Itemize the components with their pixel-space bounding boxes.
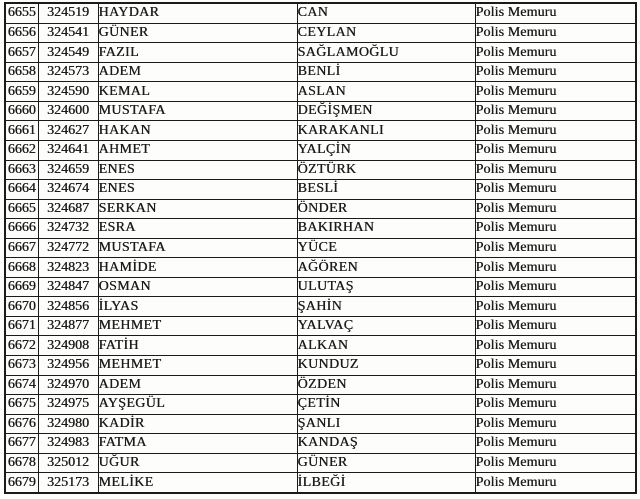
last-name-cell: ÇETİN [297,395,475,415]
sequence-number-cell: 6663 [5,160,38,180]
first-name-cell: KEMAL [98,82,297,102]
table-row [5,355,636,375]
registry-number-cell: 324659 [38,160,98,180]
sequence-number-cell: 6674 [5,375,38,395]
registry-number-cell: 324956 [38,355,98,375]
sequence-number-cell: 6670 [5,297,38,317]
sequence-number-cell: 6660 [5,101,38,121]
sequence-number-cell: 6677 [5,434,38,454]
registry-number-cell: 324732 [38,219,98,239]
first-name-cell: ENES [98,180,297,200]
registry-number-cell: 325173 [38,473,98,493]
last-name-cell: YÜCE [297,238,475,258]
job-title-cell: Polis Memuru [475,277,636,297]
first-name-cell: AYŞEGÜL [98,395,297,415]
table-row [5,277,636,297]
table-row [5,414,636,434]
first-name-cell: ESRA [98,219,297,239]
registry-number-cell: 324641 [38,140,98,160]
registry-number-cell: 324549 [38,43,98,63]
last-name-cell: SAĞLAMOĞLU [297,43,475,63]
job-title-cell: Polis Memuru [475,297,636,317]
last-name-cell: KANDAŞ [297,434,475,454]
registry-number-cell: 324908 [38,336,98,356]
job-title-cell: Polis Memuru [475,82,636,102]
job-title-cell: Polis Memuru [475,258,636,278]
first-name-cell: İLYAS [98,297,297,317]
table-row [5,140,636,160]
sequence-number-cell: 6668 [5,258,38,278]
last-name-cell: ÖZTÜRK [297,160,475,180]
first-name-cell: MELİKE [98,473,297,493]
last-name-cell: AĞÖREN [297,258,475,278]
registry-number-cell: 324856 [38,297,98,317]
table-row [5,199,636,219]
job-title-cell: Polis Memuru [475,23,636,43]
job-title-cell: Polis Memuru [475,316,636,336]
last-name-cell: DEĞİŞMEN [297,101,475,121]
last-name-cell: CEYLAN [297,23,475,43]
table-row [5,336,636,356]
job-title-cell: Polis Memuru [475,43,636,63]
last-name-cell: KARAKANLI [297,121,475,141]
sequence-number-cell: 6661 [5,121,38,141]
sequence-number-cell: 6666 [5,219,38,239]
job-title-cell: Polis Memuru [475,395,636,415]
sequence-number-cell: 6656 [5,23,38,43]
table-row [5,473,636,493]
registry-number-cell: 324519 [38,3,98,23]
sequence-number-cell: 6662 [5,140,38,160]
last-name-cell: BENLİ [297,62,475,82]
job-title-cell: Polis Memuru [475,160,636,180]
table-row [5,219,636,239]
last-name-cell: YALÇİN [297,140,475,160]
last-name-cell: CAN [297,3,475,23]
last-name-cell: ŞAHİN [297,297,475,317]
first-name-cell: AHMET [98,140,297,160]
table-row [5,160,636,180]
first-name-cell: MUSTAFA [98,101,297,121]
registry-number-cell: 324600 [38,101,98,121]
registry-number-cell: 324877 [38,316,98,336]
table-row [5,297,636,317]
registry-number-cell: 324573 [38,62,98,82]
personnel-roster-table [4,2,637,494]
sequence-number-cell: 6655 [5,3,38,23]
last-name-cell: YALVAÇ [297,316,475,336]
first-name-cell: GÜNER [98,23,297,43]
job-title-cell: Polis Memuru [475,355,636,375]
sequence-number-cell: 6678 [5,453,38,473]
first-name-cell: ADEM [98,375,297,395]
sequence-number-cell: 6673 [5,355,38,375]
first-name-cell: OSMAN [98,277,297,297]
job-title-cell: Polis Memuru [475,453,636,473]
last-name-cell: BESLİ [297,180,475,200]
registry-number-cell: 324847 [38,277,98,297]
job-title-cell: Polis Memuru [475,414,636,434]
registry-number-cell: 325012 [38,453,98,473]
table-row [5,395,636,415]
first-name-cell: MEHMET [98,355,297,375]
job-title-cell: Polis Memuru [475,140,636,160]
first-name-cell: HAMİDE [98,258,297,278]
last-name-cell: ALKAN [297,336,475,356]
first-name-cell: MEHMET [98,316,297,336]
table-row [5,316,636,336]
table-row [5,23,636,43]
last-name-cell: ÖZDEN [297,375,475,395]
job-title-cell: Polis Memuru [475,199,636,219]
first-name-cell: UĞUR [98,453,297,473]
sequence-number-cell: 6659 [5,82,38,102]
sequence-number-cell: 6671 [5,316,38,336]
sequence-number-cell: 6657 [5,43,38,63]
sequence-number-cell: 6664 [5,180,38,200]
registry-number-cell: 324590 [38,82,98,102]
table-row [5,101,636,121]
first-name-cell: ENES [98,160,297,180]
job-title-cell: Polis Memuru [475,121,636,141]
job-title-cell: Polis Memuru [475,238,636,258]
last-name-cell: BAKIRHAN [297,219,475,239]
table-row [5,375,636,395]
job-title-cell: Polis Memuru [475,434,636,454]
registry-number-cell: 324674 [38,180,98,200]
roster-table-body [5,3,636,493]
first-name-cell: SERKAN [98,199,297,219]
job-title-cell: Polis Memuru [475,101,636,121]
last-name-cell: GÜNER [297,453,475,473]
last-name-cell: ŞANLI [297,414,475,434]
table-row [5,121,636,141]
table-row [5,3,636,23]
last-name-cell: İLBEĞİ [297,473,475,493]
sequence-number-cell: 6665 [5,199,38,219]
job-title-cell: Polis Memuru [475,3,636,23]
table-row [5,43,636,63]
last-name-cell: KUNDUZ [297,355,475,375]
table-row [5,238,636,258]
first-name-cell: HAKAN [98,121,297,141]
sequence-number-cell: 6669 [5,277,38,297]
sequence-number-cell: 6672 [5,336,38,356]
table-row [5,180,636,200]
registry-number-cell: 324687 [38,199,98,219]
sequence-number-cell: 6675 [5,395,38,415]
registry-number-cell: 324541 [38,23,98,43]
table-row [5,62,636,82]
last-name-cell: ULUTAŞ [297,277,475,297]
registry-number-cell: 324975 [38,395,98,415]
registry-number-cell: 324980 [38,414,98,434]
first-name-cell: MUSTAFA [98,238,297,258]
last-name-cell: ÖNDER [297,199,475,219]
table-row [5,453,636,473]
first-name-cell: HAYDAR [98,3,297,23]
first-name-cell: ADEM [98,62,297,82]
registry-number-cell: 324983 [38,434,98,454]
registry-number-cell: 324823 [38,258,98,278]
first-name-cell: FATMA [98,434,297,454]
job-title-cell: Polis Memuru [475,219,636,239]
sequence-number-cell: 6676 [5,414,38,434]
table-row [5,258,636,278]
last-name-cell: ASLAN [297,82,475,102]
registry-number-cell: 324970 [38,375,98,395]
sequence-number-cell: 6679 [5,473,38,493]
registry-number-cell: 324772 [38,238,98,258]
job-title-cell: Polis Memuru [475,473,636,493]
first-name-cell: FATİH [98,336,297,356]
job-title-cell: Polis Memuru [475,62,636,82]
sequence-number-cell: 6658 [5,62,38,82]
table-row [5,434,636,454]
first-name-cell: FAZIL [98,43,297,63]
job-title-cell: Polis Memuru [475,375,636,395]
job-title-cell: Polis Memuru [475,336,636,356]
job-title-cell: Polis Memuru [475,180,636,200]
table-row [5,82,636,102]
first-name-cell: KADİR [98,414,297,434]
sequence-number-cell: 6667 [5,238,38,258]
registry-number-cell: 324627 [38,121,98,141]
